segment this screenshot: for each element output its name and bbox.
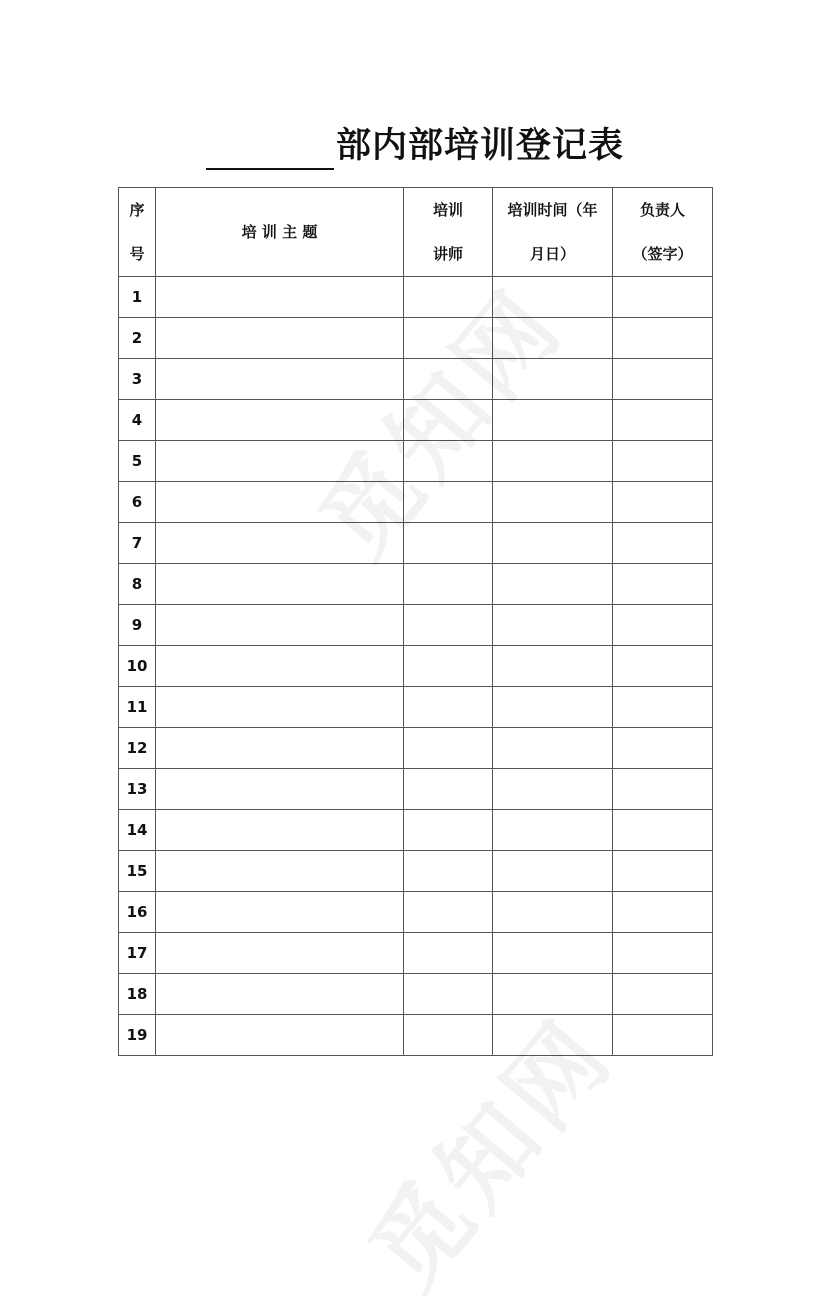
row-number: 1 xyxy=(119,277,156,318)
row-number: 7 xyxy=(119,523,156,564)
table-row xyxy=(119,933,713,974)
owner-cell[interactable] xyxy=(613,400,713,441)
date-cell[interactable] xyxy=(493,1015,613,1056)
owner-cell[interactable] xyxy=(613,646,713,687)
row-number: 16 xyxy=(119,892,156,933)
row-number: 3 xyxy=(119,359,156,400)
header-date-line2: 月日） xyxy=(529,245,575,263)
date-cell[interactable] xyxy=(493,605,613,646)
watermark-center: 觅知网 xyxy=(298,267,585,579)
header-date xyxy=(493,188,613,277)
trainer-cell[interactable] xyxy=(404,523,493,564)
trainer-cell[interactable] xyxy=(404,441,493,482)
owner-cell[interactable] xyxy=(613,974,713,1015)
table-row xyxy=(119,892,713,933)
page-title xyxy=(0,122,830,170)
owner-cell[interactable] xyxy=(613,933,713,974)
owner-cell[interactable] xyxy=(613,851,713,892)
date-cell[interactable] xyxy=(493,523,613,564)
topic-cell[interactable] xyxy=(156,564,404,605)
trainer-cell[interactable] xyxy=(404,318,493,359)
owner-cell[interactable] xyxy=(613,892,713,933)
trainer-cell[interactable] xyxy=(404,728,493,769)
owner-cell[interactable] xyxy=(613,441,713,482)
table-row xyxy=(119,564,713,605)
header-owner-line1: 负责人 xyxy=(639,201,685,219)
table-row xyxy=(119,482,713,523)
trainer-cell[interactable] xyxy=(404,933,493,974)
trainer-cell[interactable] xyxy=(404,1015,493,1056)
owner-cell[interactable] xyxy=(613,728,713,769)
topic-cell[interactable] xyxy=(156,400,404,441)
owner-cell[interactable] xyxy=(613,523,713,564)
date-cell[interactable] xyxy=(493,318,613,359)
owner-cell[interactable] xyxy=(613,810,713,851)
row-number: 6 xyxy=(119,482,156,523)
trainer-cell[interactable] xyxy=(404,769,493,810)
trainer-cell[interactable] xyxy=(404,892,493,933)
header-owner-line2: （签字） xyxy=(632,245,693,263)
table-row xyxy=(119,769,713,810)
table-row xyxy=(119,810,713,851)
row-number: 11 xyxy=(119,687,156,728)
date-cell[interactable] xyxy=(493,646,613,687)
header-topic xyxy=(156,188,404,277)
table-row xyxy=(119,646,713,687)
trainer-cell[interactable] xyxy=(404,974,493,1015)
header-owner xyxy=(613,188,713,277)
table-header-row xyxy=(119,188,713,277)
row-number: 10 xyxy=(119,646,156,687)
row-number: 5 xyxy=(119,441,156,482)
header-trainer-line2: 讲师 xyxy=(432,245,463,263)
date-cell[interactable] xyxy=(493,933,613,974)
topic-cell[interactable] xyxy=(156,728,404,769)
row-number: 19 xyxy=(119,1015,156,1056)
owner-cell[interactable] xyxy=(613,1015,713,1056)
row-number: 9 xyxy=(119,605,156,646)
topic-cell[interactable] xyxy=(156,482,404,523)
table-row xyxy=(119,318,713,359)
date-cell[interactable] xyxy=(493,810,613,851)
topic-cell[interactable] xyxy=(156,523,404,564)
watermark-bottom: 觅知网 xyxy=(348,997,635,1309)
trainer-cell[interactable] xyxy=(404,810,493,851)
table-body xyxy=(119,277,713,1056)
table-row xyxy=(119,523,713,564)
table-row xyxy=(119,605,713,646)
department-blank-line[interactable] xyxy=(206,136,334,170)
row-number: 4 xyxy=(119,400,156,441)
trainer-cell[interactable] xyxy=(404,564,493,605)
header-date-line1: 培训时间（年 xyxy=(507,201,598,219)
topic-cell[interactable] xyxy=(156,810,404,851)
row-number: 8 xyxy=(119,564,156,605)
topic-cell[interactable] xyxy=(156,277,404,318)
row-number: 2 xyxy=(119,318,156,359)
owner-cell[interactable] xyxy=(613,564,713,605)
table-row xyxy=(119,687,713,728)
trainer-cell[interactable] xyxy=(404,605,493,646)
trainer-cell[interactable] xyxy=(404,851,493,892)
date-cell[interactable] xyxy=(493,769,613,810)
topic-cell[interactable] xyxy=(156,441,404,482)
owner-cell[interactable] xyxy=(613,687,713,728)
header-topic-label: 培 训 主 题 xyxy=(241,223,318,241)
header-trainer xyxy=(404,188,493,277)
topic-cell[interactable] xyxy=(156,687,404,728)
topic-cell[interactable] xyxy=(156,769,404,810)
table-row xyxy=(119,974,713,1015)
row-number: 13 xyxy=(119,769,156,810)
date-cell[interactable] xyxy=(493,482,613,523)
header-trainer-line1: 培训 xyxy=(432,201,463,219)
trainer-cell[interactable] xyxy=(404,277,493,318)
date-cell[interactable] xyxy=(493,564,613,605)
topic-cell[interactable] xyxy=(156,318,404,359)
date-cell[interactable] xyxy=(493,974,613,1015)
date-cell[interactable] xyxy=(493,687,613,728)
trainer-cell[interactable] xyxy=(404,400,493,441)
trainer-cell[interactable] xyxy=(404,646,493,687)
date-cell[interactable] xyxy=(493,359,613,400)
topic-cell[interactable] xyxy=(156,974,404,1015)
trainer-cell[interactable] xyxy=(404,687,493,728)
row-number: 17 xyxy=(119,933,156,974)
date-cell[interactable] xyxy=(493,441,613,482)
topic-cell[interactable] xyxy=(156,933,404,974)
header-seq-line2: 号 xyxy=(129,245,145,263)
date-cell[interactable] xyxy=(493,728,613,769)
row-number: 15 xyxy=(119,851,156,892)
row-number: 18 xyxy=(119,974,156,1015)
topic-cell[interactable] xyxy=(156,646,404,687)
owner-cell[interactable] xyxy=(613,769,713,810)
header-seq xyxy=(119,188,156,277)
table-row xyxy=(119,400,713,441)
date-cell[interactable] xyxy=(493,400,613,441)
table-row xyxy=(119,277,713,318)
training-register-table xyxy=(118,187,713,1056)
date-cell[interactable] xyxy=(493,851,613,892)
trainer-cell[interactable] xyxy=(404,359,493,400)
row-number: 14 xyxy=(119,810,156,851)
page-title-text: 部内部培训登记表 xyxy=(335,126,624,166)
topic-cell[interactable] xyxy=(156,605,404,646)
topic-cell[interactable] xyxy=(156,851,404,892)
owner-cell[interactable] xyxy=(613,318,713,359)
table-row xyxy=(119,851,713,892)
owner-cell[interactable] xyxy=(613,277,713,318)
table-row xyxy=(119,728,713,769)
table-row xyxy=(119,359,713,400)
owner-cell[interactable] xyxy=(613,605,713,646)
table-row xyxy=(119,1015,713,1056)
topic-cell[interactable] xyxy=(156,359,404,400)
date-cell[interactable] xyxy=(493,277,613,318)
trainer-cell[interactable] xyxy=(404,482,493,523)
row-number: 12 xyxy=(119,728,156,769)
date-cell[interactable] xyxy=(493,892,613,933)
table-row xyxy=(119,441,713,482)
owner-cell[interactable] xyxy=(613,482,713,523)
topic-cell[interactable] xyxy=(156,892,404,933)
owner-cell[interactable] xyxy=(613,359,713,400)
topic-cell[interactable] xyxy=(156,1015,404,1056)
header-seq-line1: 序 xyxy=(129,201,145,219)
